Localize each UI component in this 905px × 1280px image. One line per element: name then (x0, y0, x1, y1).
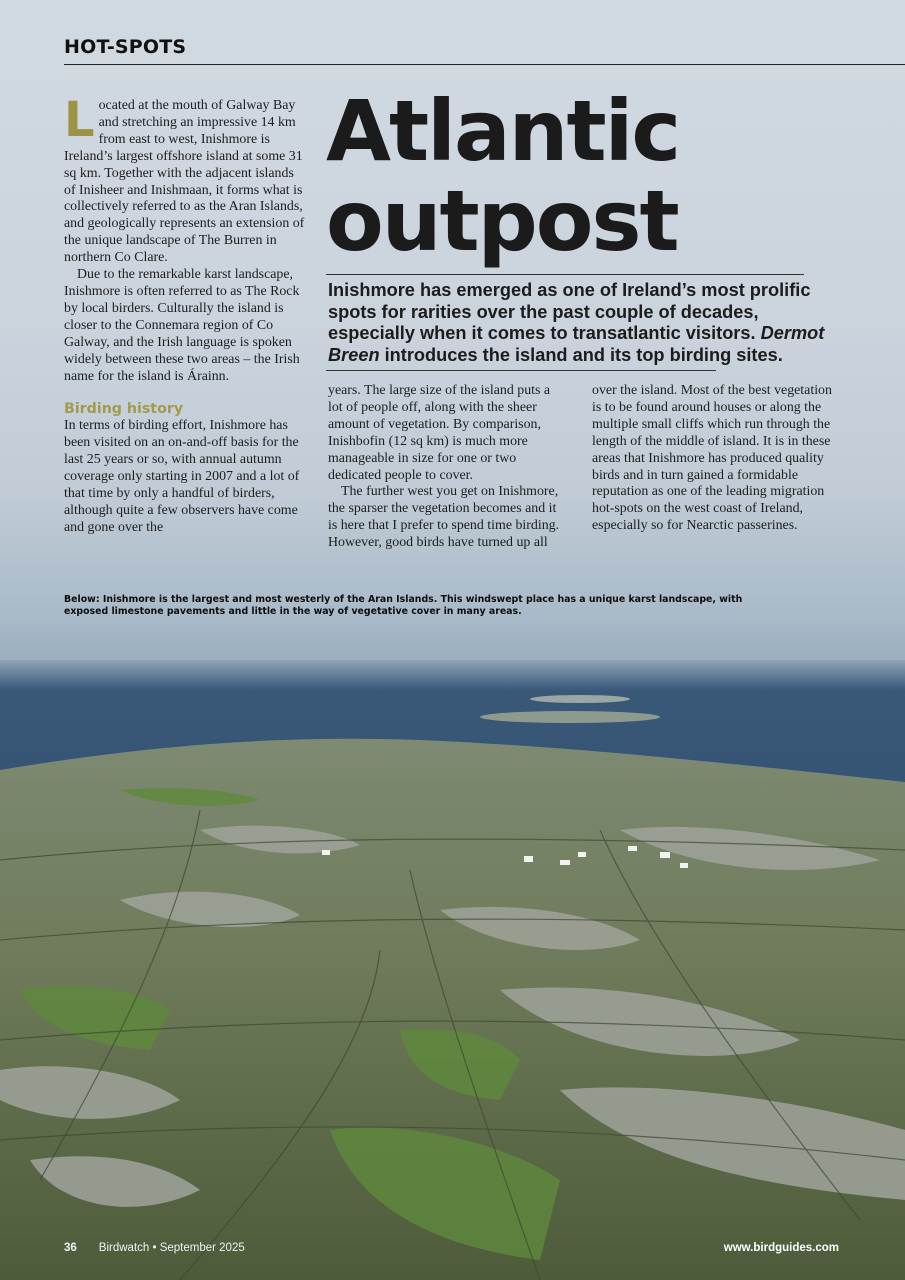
drop-cap: L (64, 92, 95, 148)
paragraph-island-size: years. The large size of the island puts a lot of people off, along with the sheer amount of vegetation. By comparison, Inishbofin (12 sq km) is much more manageable in size for one or two dedicated people to cover. (328, 383, 551, 483)
photo-caption: Below: Inishmore is the largest and most westerly of the Aran Islands. This windswept place has a unique karst landscape, with exposed limestone pavements and little in the way of vegetative cover in many areas. (64, 594, 743, 617)
intro-text: ocated at the mouth of Galway Bay and stretching an impressive 14 km from east to west, Inishmore is Ireland’s largest offshore island at some 31 sq km. Together with the adjacent islands of Inisheer and Inishmaan, it forms what is collectively referred to as the Aran Islands, and geologically represents an extension of the unique landscape of The Burren in northern Co Clare. (64, 98, 305, 266)
standfirst-text: Inishmore has emerged as one of Ireland’s most prolific spots for rarities over the past couple of decades, especially when it comes to transatlantic visitors. (328, 280, 811, 344)
subheading-birding-history: Birding history (64, 401, 184, 418)
paragraph-best-vegetation: over the island. Most of the best vegetation is to be found around houses or along the multiple small cliffs which run through the length of the middle of island. It is in these areas that Inishmore has produced quality birds and in turn gained a formidable reputation as one of the leading migration hot-spots on the west coast of Ireland, especially so for Nearctic passerines. (592, 383, 832, 534)
text-column-2 (328, 383, 568, 552)
website-url[interactable]: www.birdguides.com (723, 1242, 839, 1254)
author-name: Dermot Breen (328, 323, 825, 365)
paragraph-birding-effort: In terms of birding effort, Inishmore has been visited on an on-and-off basis for the last 25 years or so, with annual autumn coverage only starting in 2007 and a lot of that time by only a handful of birders, although quite a few observers have come and gone over the (64, 418, 300, 535)
standfirst-rule-top (326, 274, 804, 275)
island-landscape-photo (0, 660, 905, 1280)
title-line-2: outpost (326, 172, 678, 270)
paragraph-west-vegetation: The further west you get on Inishmore, the sparser the vegetation becomes and it is here that I prefer to spend time birding. However, good birds have turned up all (328, 484, 560, 551)
publication-info: Birdwatch • September 2025 (98, 1242, 245, 1254)
page-number: 36 (64, 1242, 77, 1254)
page-folio (64, 1242, 245, 1254)
standfirst (328, 280, 848, 366)
article-title (326, 82, 886, 270)
standfirst-end: introduces the island and its top birding sites. (384, 344, 783, 365)
text-column-3 (592, 383, 842, 535)
title-line-1: Atlantic (326, 82, 680, 180)
section-label: HOT-SPOTS (64, 36, 187, 58)
paragraph-karst: Due to the remarkable karst landscape, Inishmore is often referred to as The Rock by local birders. Culturally the island is closer to the Connemara region of Co Galway, and the Irish language is spoken widely between these two areas – the Irish name for the island is Árainn. (64, 267, 300, 384)
text-column-1 (64, 92, 308, 537)
section-divider (64, 64, 905, 65)
standfirst-rule-bottom (326, 370, 716, 371)
intro-paragraph (64, 92, 308, 267)
